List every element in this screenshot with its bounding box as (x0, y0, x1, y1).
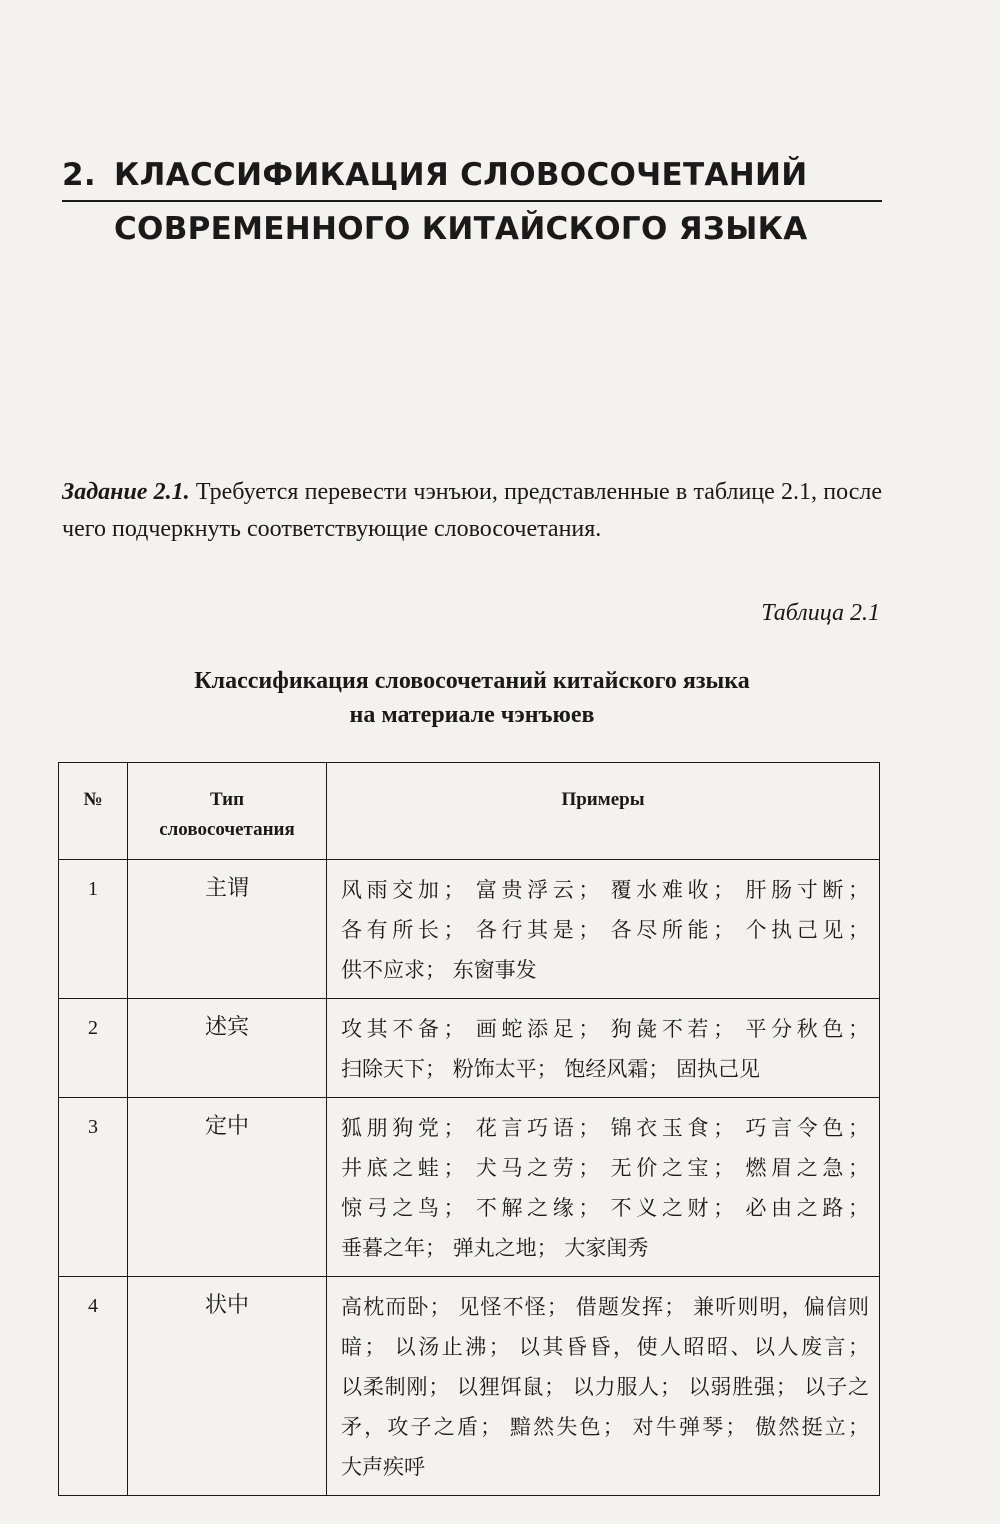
table-header-row (59, 763, 880, 860)
example-idiom: 必由之路； (745, 1196, 869, 1220)
example-idiom: 不义之财； (610, 1196, 735, 1220)
example-idiom: 固执己见 (676, 1057, 761, 1081)
caption-line2: на материале чэнъюев (349, 702, 595, 728)
example-idiom: 燃眉之急； (745, 1156, 869, 1180)
title-underline (62, 200, 882, 202)
example-idiom: 黯然失色； (510, 1415, 624, 1439)
example-idiom: 饱经风霜； (564, 1057, 670, 1081)
header-type-line2: словосочетания (159, 819, 295, 840)
task-paragraph (62, 474, 882, 548)
example-idiom: 个执己见； (745, 918, 869, 942)
row-type: 状中 (128, 1277, 327, 1496)
row-examples (327, 1098, 880, 1277)
example-idiom: 供不应求； (341, 958, 446, 982)
example-idiom: 兼听则明，偏信则暗； (341, 1295, 870, 1359)
example-idiom: 以弱胜强； (688, 1375, 797, 1399)
example-idiom: 惊弓之鸟； (341, 1196, 465, 1220)
row-number: 4 (59, 1277, 128, 1496)
row-examples (327, 860, 880, 999)
example-idiom: 各尽所能； (610, 918, 735, 942)
classification-table (58, 762, 880, 1496)
chapter-title (62, 148, 882, 256)
table-body (59, 860, 880, 1496)
task-label: Задание 2.1. (62, 479, 190, 505)
example-idiom: 画蛇添足； (475, 1017, 600, 1041)
example-idiom: 扫除天下； (341, 1057, 446, 1081)
example-idiom: 狐朋狗党； (341, 1116, 465, 1140)
task-text: Требуется перевести чэнъюи, представленные в таблице 2.1, после чего подчеркнуть соответствующие словосочетания. (62, 479, 882, 542)
example-idiom: 对牛弹琴； (632, 1415, 747, 1439)
example-idiom: 不解之缘； (475, 1196, 600, 1220)
example-idiom: 攻其不备； (341, 1017, 465, 1041)
example-idiom: 垂暮之年； (341, 1236, 446, 1260)
row-type: 述宾 (128, 999, 327, 1098)
example-idiom: 借题发挥； (575, 1295, 686, 1319)
example-idiom: 各有所长； (341, 918, 465, 942)
table-row (59, 1098, 880, 1277)
row-examples (327, 999, 880, 1098)
table-row (59, 999, 880, 1098)
example-idiom: 井底之蛙； (341, 1156, 465, 1180)
example-idiom: 大声疾呼 (341, 1455, 425, 1479)
example-idiom: 以力服人； (572, 1375, 682, 1399)
example-idiom: 以其昏昏，使人昭昭、以人废言； (518, 1335, 870, 1359)
example-idiom: 无价之宝； (610, 1156, 735, 1180)
example-idiom: 覆水难收； (610, 878, 735, 902)
example-idiom: 平分秋色； (745, 1017, 869, 1041)
example-idiom: 以柔制刚； (341, 1375, 450, 1399)
table-number-label: Таблица 2.1 (761, 600, 880, 626)
example-idiom: 高枕而卧； (341, 1295, 451, 1319)
header-num: № (59, 763, 128, 860)
example-idiom: 东窗事发 (452, 958, 537, 982)
example-idiom: 弹丸之地； (452, 1236, 558, 1260)
example-idiom: 风雨交加； (341, 878, 465, 902)
table-row (59, 1277, 880, 1496)
chapter-title-line1: КЛАССИФИКАЦИЯ СЛОВОСОЧЕТАНИЙ (114, 157, 808, 193)
row-number: 3 (59, 1098, 128, 1277)
chapter-number: 2. (62, 157, 96, 193)
row-type: 定中 (128, 1098, 327, 1277)
example-idiom: 犬马之劳； (475, 1156, 600, 1180)
example-idiom: 以子之矛，攻子之盾； (341, 1375, 870, 1439)
example-idiom: 富贵浮云； (475, 878, 600, 902)
example-idiom: 大家闺秀 (564, 1236, 649, 1260)
example-idiom: 花言巧语； (475, 1116, 600, 1140)
example-idiom: 见怪不怪； (458, 1295, 568, 1319)
table-caption (62, 664, 882, 732)
table-row (59, 860, 880, 999)
header-type-line1: Тип (209, 789, 245, 810)
example-idiom: 肝肠寸断； (745, 878, 869, 902)
header-examples: Примеры (327, 763, 880, 860)
example-idiom: 以汤止沸； (394, 1335, 510, 1359)
example-idiom: 狗彘不若； (610, 1017, 735, 1041)
chapter-title-line2: СОВРЕМЕННОГО КИТАЙСКОГО ЯЗЫКА (114, 211, 808, 247)
example-idiom: 各行其是； (475, 918, 600, 942)
example-idiom: 以狸饵鼠； (456, 1375, 566, 1399)
row-number: 2 (59, 999, 128, 1098)
example-idiom: 傲然挺立； (755, 1415, 869, 1439)
header-type (128, 763, 327, 860)
row-number: 1 (59, 860, 128, 999)
example-idiom: 粉饰太平； (452, 1057, 558, 1081)
example-idiom: 巧言令色； (745, 1116, 869, 1140)
row-examples (327, 1277, 880, 1496)
caption-line1: Классификация словосочетаний китайского языка (194, 668, 750, 694)
row-type: 主谓 (128, 860, 327, 999)
example-idiom: 锦衣玉食； (610, 1116, 735, 1140)
